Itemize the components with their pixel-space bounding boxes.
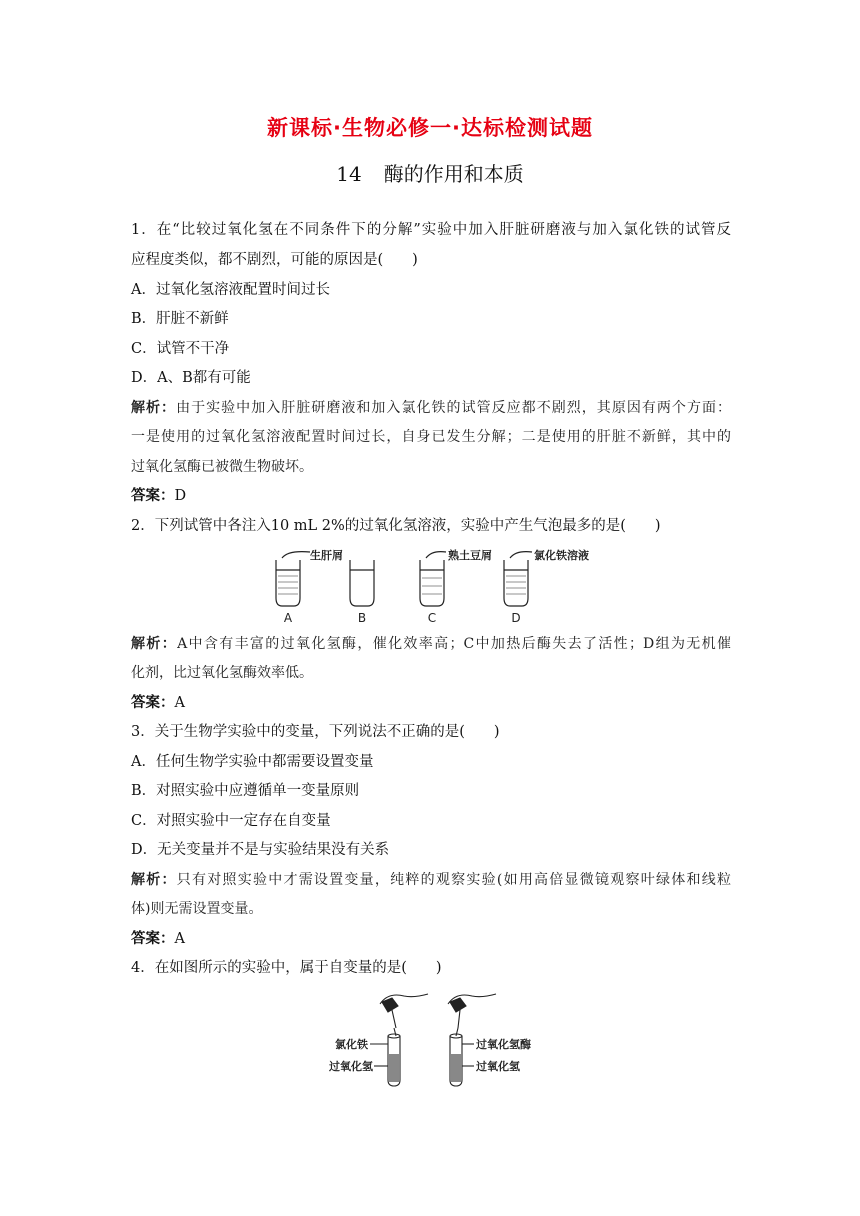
additive-label-cooked-potato: 熟土豆屑 xyxy=(448,549,492,562)
q2-analysis-line2: 化剂，比过氧化氢酶效率低。 xyxy=(131,665,313,681)
tube-label-a: A xyxy=(283,611,293,625)
q4-dropper-figure xyxy=(318,988,568,1090)
q1-option-a: A．过氧化氢溶液配置时间过长 xyxy=(131,282,330,298)
tube-d-icon xyxy=(504,560,528,606)
q2-answer xyxy=(131,693,731,713)
q3-answer-value: A xyxy=(174,931,185,947)
q2-test-tubes-figure xyxy=(262,546,602,626)
tube-c-icon xyxy=(420,560,444,606)
q1-answer xyxy=(131,486,731,506)
lesson-number: 14 xyxy=(336,162,362,186)
q2-analysis-line1 xyxy=(131,634,731,654)
right-label-catalase: 过氧化氢酶 xyxy=(476,1038,531,1051)
lesson-title xyxy=(0,158,860,187)
q2-analysis-text1: A中含有丰富的过氧化氢酶，催化效率高；C中加热后酶失去了活性；D组为无机催 xyxy=(177,636,732,652)
left-label-hydrogen-peroxide: 过氧化氢 xyxy=(329,1060,373,1073)
q1-analysis-text1: 由于实验中加入肝脏研磨液和加入氯化铁的试管反应都不剧烈，其原因有两个方面： xyxy=(176,400,731,416)
q2-stem: 2．下列试管中各注入10 mL 2%的过氧化氢溶液，实验中产生气泡最多的是( ) xyxy=(131,518,661,534)
lesson-name: 酶的作用和本质 xyxy=(383,162,524,186)
q1-analysis-line3: 过氧化氢酶已被微生物破坏。 xyxy=(131,459,313,475)
q1-answer-label: 答案： xyxy=(131,488,175,504)
document-title: 新课标·生物必修一·达标检测试题 xyxy=(267,116,593,140)
q3-analysis-text1: 只有对照实验中才需设置变量，纯粹的观察实验(如用高倍显微镜观察叶绿体和线粒 xyxy=(176,872,731,888)
q1-option-d: D．A、B都有可能 xyxy=(131,370,251,386)
q1-analysis-line1 xyxy=(131,398,731,418)
additive-label-ferric-chloride: 氯化铁溶液 xyxy=(534,549,589,562)
q3-stem: 3．关于生物学实验中的变量，下列说法不正确的是( ) xyxy=(131,724,500,740)
q3-analysis-line2: 体)则无需设置变量。 xyxy=(131,901,263,917)
q1-answer-value: D xyxy=(174,488,187,504)
q3-answer xyxy=(131,929,731,949)
left-label-ferric-chloride: 氯化铁 xyxy=(335,1038,368,1051)
q2-answer-label: 答案： xyxy=(131,695,175,711)
q2-analysis-label: 解析： xyxy=(131,636,178,652)
q3-analysis-line1 xyxy=(131,870,731,890)
tube-a-icon xyxy=(276,560,300,606)
q3-option-a: A．任何生物学实验中都需要设置变量 xyxy=(131,754,374,770)
tube-label-c: C xyxy=(427,611,437,625)
q3-answer-label: 答案： xyxy=(131,931,175,947)
additive-label-raw-liver: 生肝屑 xyxy=(310,549,343,562)
q1-analysis-label: 解析： xyxy=(131,400,177,416)
q1-stem-line1: 1．在“比较过氧化氢在不同条件下的分解”实验中加入肝脏研磨液与加入氯化铁的试管反 xyxy=(131,222,731,238)
q2-answer-value: A xyxy=(174,695,185,711)
q3-analysis-label: 解析： xyxy=(131,872,177,888)
right-label-hydrogen-peroxide: 过氧化氢 xyxy=(476,1060,520,1073)
tube-b-icon xyxy=(350,560,374,606)
q1-stem-line2: 应程度类似，都不剧烈，可能的原因是( ) xyxy=(131,252,418,268)
tube-label-b: B xyxy=(357,611,367,625)
q1-option-b: B．肝脏不新鲜 xyxy=(131,311,229,327)
q3-option-b: B．对照实验中应遵循单一变量原则 xyxy=(131,783,360,799)
q3-option-d: D．无关变量并不是与实验结果没有关系 xyxy=(131,842,390,858)
q3-option-c: C．对照实验中一定存在自变量 xyxy=(131,813,331,829)
tube-label-d: D xyxy=(511,611,521,625)
q4-stem: 4．在如图所示的实验中，属于自变量的是( ) xyxy=(131,960,442,976)
q1-analysis-line2: 一是使用的过氧化氢溶液配置时间过长，自身已发生分解；二是使用的肝脏不新鲜，其中的 xyxy=(131,429,731,445)
q1-option-c: C．试管不干净 xyxy=(131,341,230,357)
